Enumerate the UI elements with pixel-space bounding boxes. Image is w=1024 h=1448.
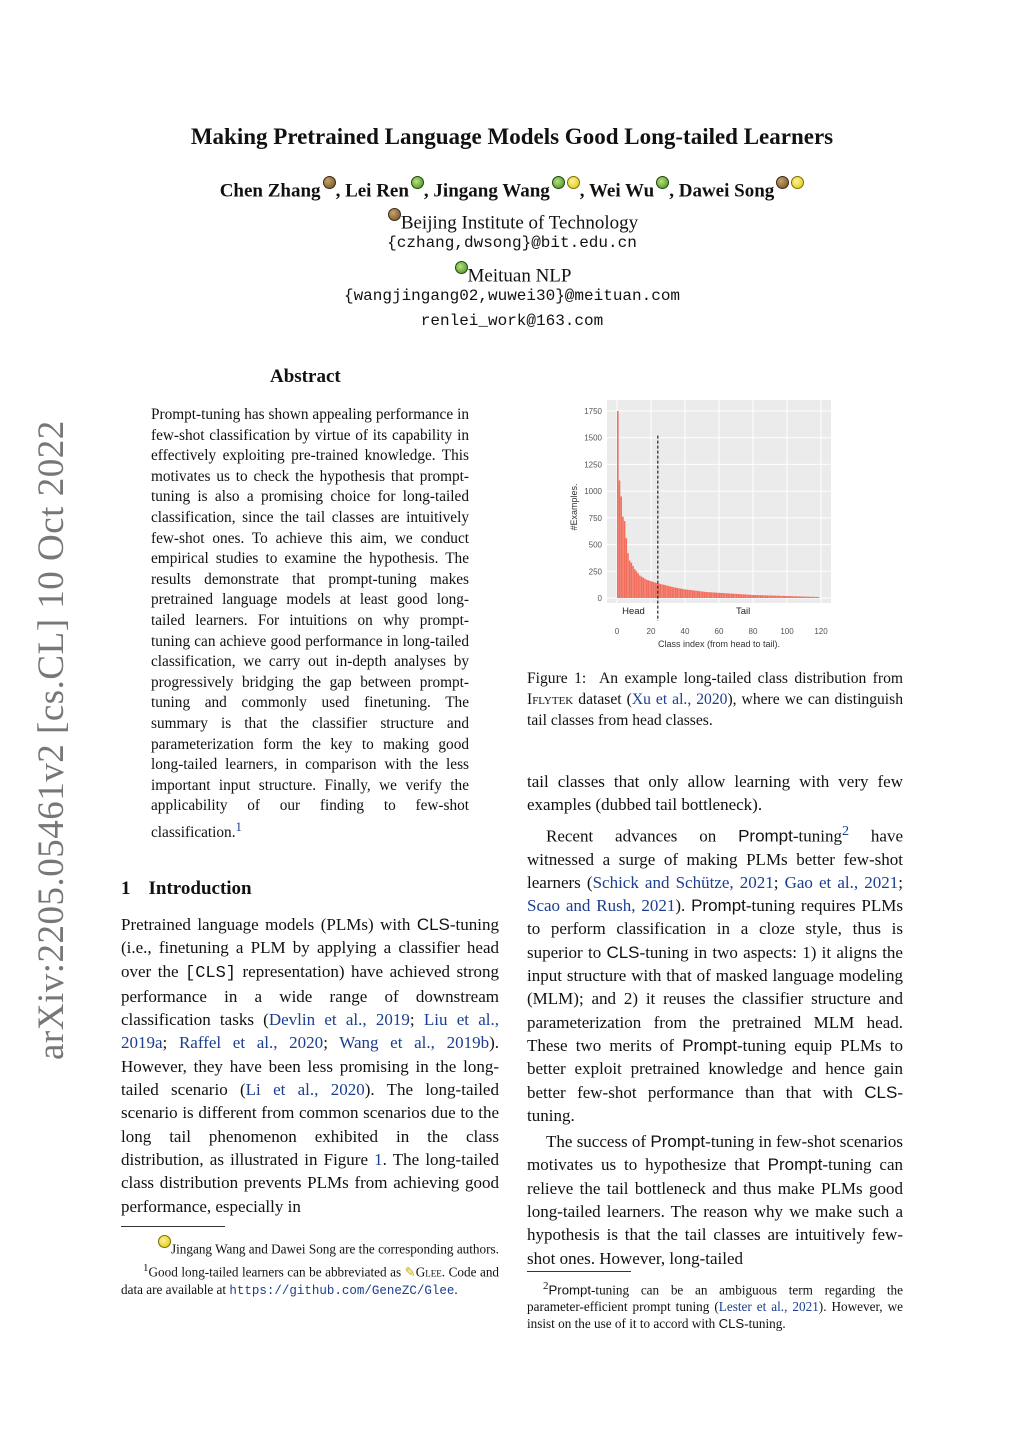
bar xyxy=(794,596,796,598)
y-tick-label: 250 xyxy=(588,567,602,577)
bar xyxy=(644,579,646,598)
bar xyxy=(755,595,757,598)
y-tick-labels xyxy=(584,407,602,603)
bar xyxy=(807,597,809,598)
y-tick-label: 0 xyxy=(597,594,602,603)
right-column-text xyxy=(527,770,903,1270)
bar xyxy=(729,594,731,598)
y-axis-label: #Examples. xyxy=(569,483,579,531)
bar xyxy=(734,594,736,598)
author-name: Dawei Song xyxy=(678,180,775,202)
meituan-affiliation-icon xyxy=(455,261,468,274)
bar xyxy=(661,584,663,598)
paper-title: Making Pretrained Language Models Good Long-tailed Learners xyxy=(190,124,834,149)
bar xyxy=(733,594,735,598)
bar xyxy=(648,580,650,598)
bar xyxy=(789,596,791,598)
bar xyxy=(736,594,738,598)
glee-icon: ✎ xyxy=(404,1264,416,1280)
bar xyxy=(773,596,775,598)
bar xyxy=(695,591,697,598)
bar xyxy=(632,566,634,598)
footnote-corresponding: Jingang Wang and Dawei Song are the corresponding authors. xyxy=(121,1235,499,1257)
y-tick-label: 1250 xyxy=(584,460,602,470)
bar xyxy=(714,593,716,598)
author-name: Lei Ren xyxy=(345,180,409,202)
bar xyxy=(624,521,626,598)
corresponding-author-icon xyxy=(158,1235,171,1248)
x-tick-label: 60 xyxy=(714,627,724,636)
bar xyxy=(739,594,741,598)
figure-1-chart xyxy=(560,397,880,652)
bar xyxy=(677,588,679,598)
bar xyxy=(772,596,774,598)
bar xyxy=(688,590,690,598)
bar xyxy=(620,496,622,598)
bar xyxy=(818,597,820,598)
bar xyxy=(758,595,760,598)
bar xyxy=(626,538,628,598)
bar xyxy=(765,595,767,598)
paragraph: Recent advances on Prompt-tuning$^2$ have witnessed a surge of making PLMs better few-shot learners (Schick and Schütze, 2021; Gao et al., 2021; Scao and Rush, 2021). Prompt-tuning requires PLMs to perform classification in a cloze style, thus is superior to CLS-tuning in two aspects: 1) it aligns the input structure with that of masked language modeling (MLM); and 2) it reuses the classifier structure and parameterization from the pretrained MLM head. These two merits of Prompt-tuning equip PLMs to better exploit pretrained knowledge and hence gain better few-shot performance than that with CLS-tuning. xyxy=(527,822,904,1125)
bar xyxy=(690,590,692,598)
bar xyxy=(796,596,798,598)
bar xyxy=(780,596,782,598)
bar xyxy=(660,584,662,598)
footnote-2: $^2$Prompt-tuning can be an ambiguous term regarding the parameter-efficient prompt tuning (Lester et al., 2021). However, we insist on the use of it to accord with CLS-tuning. xyxy=(527,1280,904,1332)
bar xyxy=(743,594,745,598)
corresponding-author-icon xyxy=(567,176,580,189)
bit-affiliation-icon xyxy=(323,176,336,189)
bar xyxy=(671,587,673,598)
footnote-ref[interactable]: 2 xyxy=(841,822,850,839)
head-region-label: Head xyxy=(622,606,645,617)
bar xyxy=(726,593,728,598)
bar xyxy=(629,561,631,598)
bar xyxy=(767,595,769,598)
footnotes-left xyxy=(121,1235,499,1300)
bar xyxy=(685,589,687,598)
citation-link[interactable]: Li et al., 2020 xyxy=(245,1080,365,1100)
citation-link[interactable]: Scao and Rush, 2021 xyxy=(527,896,676,916)
footnote-ref[interactable]: 1 xyxy=(235,819,242,834)
bar xyxy=(631,563,633,598)
bar xyxy=(646,580,648,598)
bit-affiliation-icon xyxy=(776,176,789,189)
bar xyxy=(712,592,714,598)
bar xyxy=(668,586,670,598)
bar xyxy=(716,593,718,598)
citation-link[interactable]: Liu et al., 2019a xyxy=(121,1010,499,1053)
bar xyxy=(622,517,624,598)
citation-link[interactable]: Schick and Schütze, 2021 xyxy=(592,872,774,892)
bar xyxy=(663,585,665,598)
bar xyxy=(673,587,675,598)
bar xyxy=(756,595,758,598)
intro-paragraph: Pretrained language models (PLMs) with CLS-tuning (i.e., finetuning a PLM by applying a classifier head over the [CLS] representation) have achieved strong performance in a wide range of downstream classification tasks (Devlin et al., 2019; Liu et al., 2019a; Raffel et al., 2020; Wang et al., 2019b). However, they have been less promising in the long-tailed scenario (Li et al., 2020). The long-tailed scenario is different from common scenarios due to the long tail phenomenon exhibited in the class distribution, as illustrated in Figure 1. The long-tailed class distribution prevents PLMs from achieving good performance, especially in xyxy=(121,915,499,1216)
bar xyxy=(779,596,781,598)
bar xyxy=(697,591,699,598)
bar xyxy=(748,595,750,598)
bar xyxy=(719,593,721,598)
arxiv-stamp: arXiv:2205.05461v2 [cs.CL] 10 Oct 2022 xyxy=(31,420,72,1060)
x-tick-label: 40 xyxy=(680,627,690,636)
bar xyxy=(760,595,762,598)
bar xyxy=(704,592,706,598)
y-tick-label: 1750 xyxy=(584,407,602,416)
citation-link[interactable]: Lester et al., 2021 xyxy=(718,1299,819,1315)
bar xyxy=(731,594,733,598)
bar xyxy=(784,596,786,598)
citation-link[interactable]: Devlin et al., 2019 xyxy=(268,1010,410,1030)
bar xyxy=(768,595,770,598)
abstract-heading: Abstract xyxy=(270,366,341,387)
bar xyxy=(738,594,740,598)
affiliation-meituan: Meituan NLP xyxy=(0,261,1024,287)
bar xyxy=(814,597,816,598)
bar xyxy=(811,597,813,598)
email-bit: {czhang,dwsong}@bit.edu.cn xyxy=(387,234,637,252)
bar xyxy=(797,596,799,598)
bar xyxy=(763,595,765,598)
bar xyxy=(634,569,636,598)
footnote-rule xyxy=(121,1226,225,1227)
bar xyxy=(653,582,655,598)
y-tick-label: 1000 xyxy=(584,487,602,497)
citation-link[interactable]: Xu et al., 2020 xyxy=(631,691,728,708)
bar xyxy=(651,581,653,598)
bar xyxy=(687,590,689,598)
code-url-link[interactable]: https://github.com/GeneZC/Glee xyxy=(229,1283,455,1298)
x-tick-label: 80 xyxy=(748,627,758,636)
bar xyxy=(741,594,743,598)
author-list: Chen Zhang , Lei Ren , Jingang Wang , Wei Wu , Dawei Song xyxy=(0,176,1024,202)
x-axis-label: Class index (from head to tail). xyxy=(657,639,781,649)
bar xyxy=(678,588,680,598)
author-name: Wei Wu xyxy=(588,180,655,202)
bar xyxy=(809,597,811,598)
bar xyxy=(707,592,709,598)
bar xyxy=(665,585,667,598)
corresponding-author-icon xyxy=(791,176,804,189)
x-tick-label: 0 xyxy=(614,627,620,636)
bar xyxy=(683,589,685,598)
bar xyxy=(627,553,629,598)
citation-link[interactable]: Wang et al., 2019b xyxy=(339,1033,490,1053)
y-tick-label: 1500 xyxy=(584,433,602,443)
x-tick-label: 20 xyxy=(646,627,656,636)
bar xyxy=(775,596,777,598)
bar xyxy=(801,597,803,598)
bar xyxy=(816,597,818,598)
abstract-text: Prompt-tuning has shown appealing performance in few-shot classification by virtue of its capability in effectively exploiting pre-trained knowledge. This motivates us to check the hypothesis that prompt-tuning is also a promising choice for long-tailed classification, since the tail classes are intuitively few-shot ones. To achieve this aim, we conduct empirical studies to examine the hypothesis. The results demonstrate that prompt-tuning makes pretrained language models at least good long-tailed learners. For intuitions on why prompt-tuning can achieve good performance in long-tailed classification, we carry out in-depth analyses by progressively bridging the gap between prompt-tuning and commonly used finetuning. The summary is that the classifier structure and parameterization form the key to making good long-tailed learners, in comparison with the less important input structure. Finally, we verify the applicability of our finding to few-shot classification.$^1$ xyxy=(151,406,469,841)
bar xyxy=(637,573,639,598)
bar xyxy=(785,596,787,598)
bar xyxy=(753,595,755,598)
bar xyxy=(724,593,726,598)
bar xyxy=(813,597,815,598)
bar xyxy=(722,593,724,598)
author-name: Jingang Wang xyxy=(433,180,550,202)
bar xyxy=(702,592,704,598)
meituan-affiliation-icon xyxy=(552,176,565,189)
bar xyxy=(717,593,719,598)
bar xyxy=(666,586,668,598)
bar xyxy=(721,593,723,598)
bar xyxy=(762,595,764,598)
email-meituan: {wangjingang02,wuwei30}@meituan.com xyxy=(343,287,681,305)
bar xyxy=(705,592,707,598)
bar xyxy=(654,583,656,598)
author-name: Chen Zhang xyxy=(219,180,321,202)
bar xyxy=(804,597,806,598)
meituan-affiliation-icon xyxy=(411,176,424,189)
bar xyxy=(692,590,694,598)
bar xyxy=(728,593,730,598)
y-tick-label: 500 xyxy=(588,540,602,550)
bar xyxy=(806,597,808,598)
x-tick-label: 100 xyxy=(780,627,794,636)
bar xyxy=(670,586,672,598)
bar xyxy=(746,595,748,598)
email-renlei: renlei_work@163.com xyxy=(420,312,604,330)
bar xyxy=(639,576,641,598)
footnote-1: $^1$Good long-tailed learners can be abbreviated as ✎Glee. Code and data are available at https://github.com/GeneZC/Glee. xyxy=(121,1262,500,1298)
bar xyxy=(777,596,779,598)
bar xyxy=(617,411,619,598)
bar xyxy=(745,594,747,598)
bar xyxy=(751,595,753,598)
y-tick-label: 750 xyxy=(588,513,602,523)
bar xyxy=(649,581,651,598)
paragraph: tail classes that only allow learning with very few examples (dubbed tail bottleneck). xyxy=(527,772,903,815)
bar xyxy=(643,578,645,598)
figure-ref-link[interactable]: 1 xyxy=(374,1149,383,1169)
section-heading: 1 Introduction xyxy=(121,878,252,899)
footnote-rule xyxy=(527,1271,631,1272)
bar xyxy=(709,592,711,598)
bit-affiliation-icon xyxy=(388,208,401,221)
bar xyxy=(700,591,702,598)
bar xyxy=(782,596,784,598)
bar xyxy=(636,571,638,598)
bar xyxy=(675,588,677,598)
x-tick-label: 120 xyxy=(814,627,828,636)
bar xyxy=(682,589,684,598)
bar xyxy=(787,596,789,598)
paragraph: The success of Prompt-tuning in few-shot scenarios motivates us to hypothesize that Prompt-tuning can relieve the tail bottleneck and thus make PLMs good long-tailed learners. The reason why we make such a hypothesis is that the tail classes are intuitively few-shot ones. However, long-tailed xyxy=(527,1132,903,1268)
bar xyxy=(750,595,752,598)
bar xyxy=(711,592,713,598)
bar xyxy=(802,597,804,598)
bar xyxy=(790,596,792,598)
bar xyxy=(699,591,701,598)
bar xyxy=(792,596,794,598)
long-tail-bar-chart xyxy=(560,397,880,652)
tail-region-label: Tail xyxy=(736,606,751,617)
affiliation-bit: Beijing Institute of Technology xyxy=(0,208,1024,234)
bar xyxy=(619,480,621,598)
bar xyxy=(694,591,696,598)
bar xyxy=(680,589,682,598)
bar xyxy=(641,577,643,598)
citation-link[interactable]: Raffel et al., 2020 xyxy=(178,1033,324,1053)
figure-caption: Figure 1: An example long-tailed class distribution from Iflytek dataset (Xu et al., 2020), where we can distinguish tail classes from head classes. xyxy=(527,670,903,729)
bar xyxy=(799,596,801,598)
x-tick-labels xyxy=(615,627,828,636)
citation-link[interactable]: Gao et al., 2021 xyxy=(784,872,899,892)
meituan-affiliation-icon xyxy=(656,176,669,189)
bar xyxy=(770,596,772,598)
